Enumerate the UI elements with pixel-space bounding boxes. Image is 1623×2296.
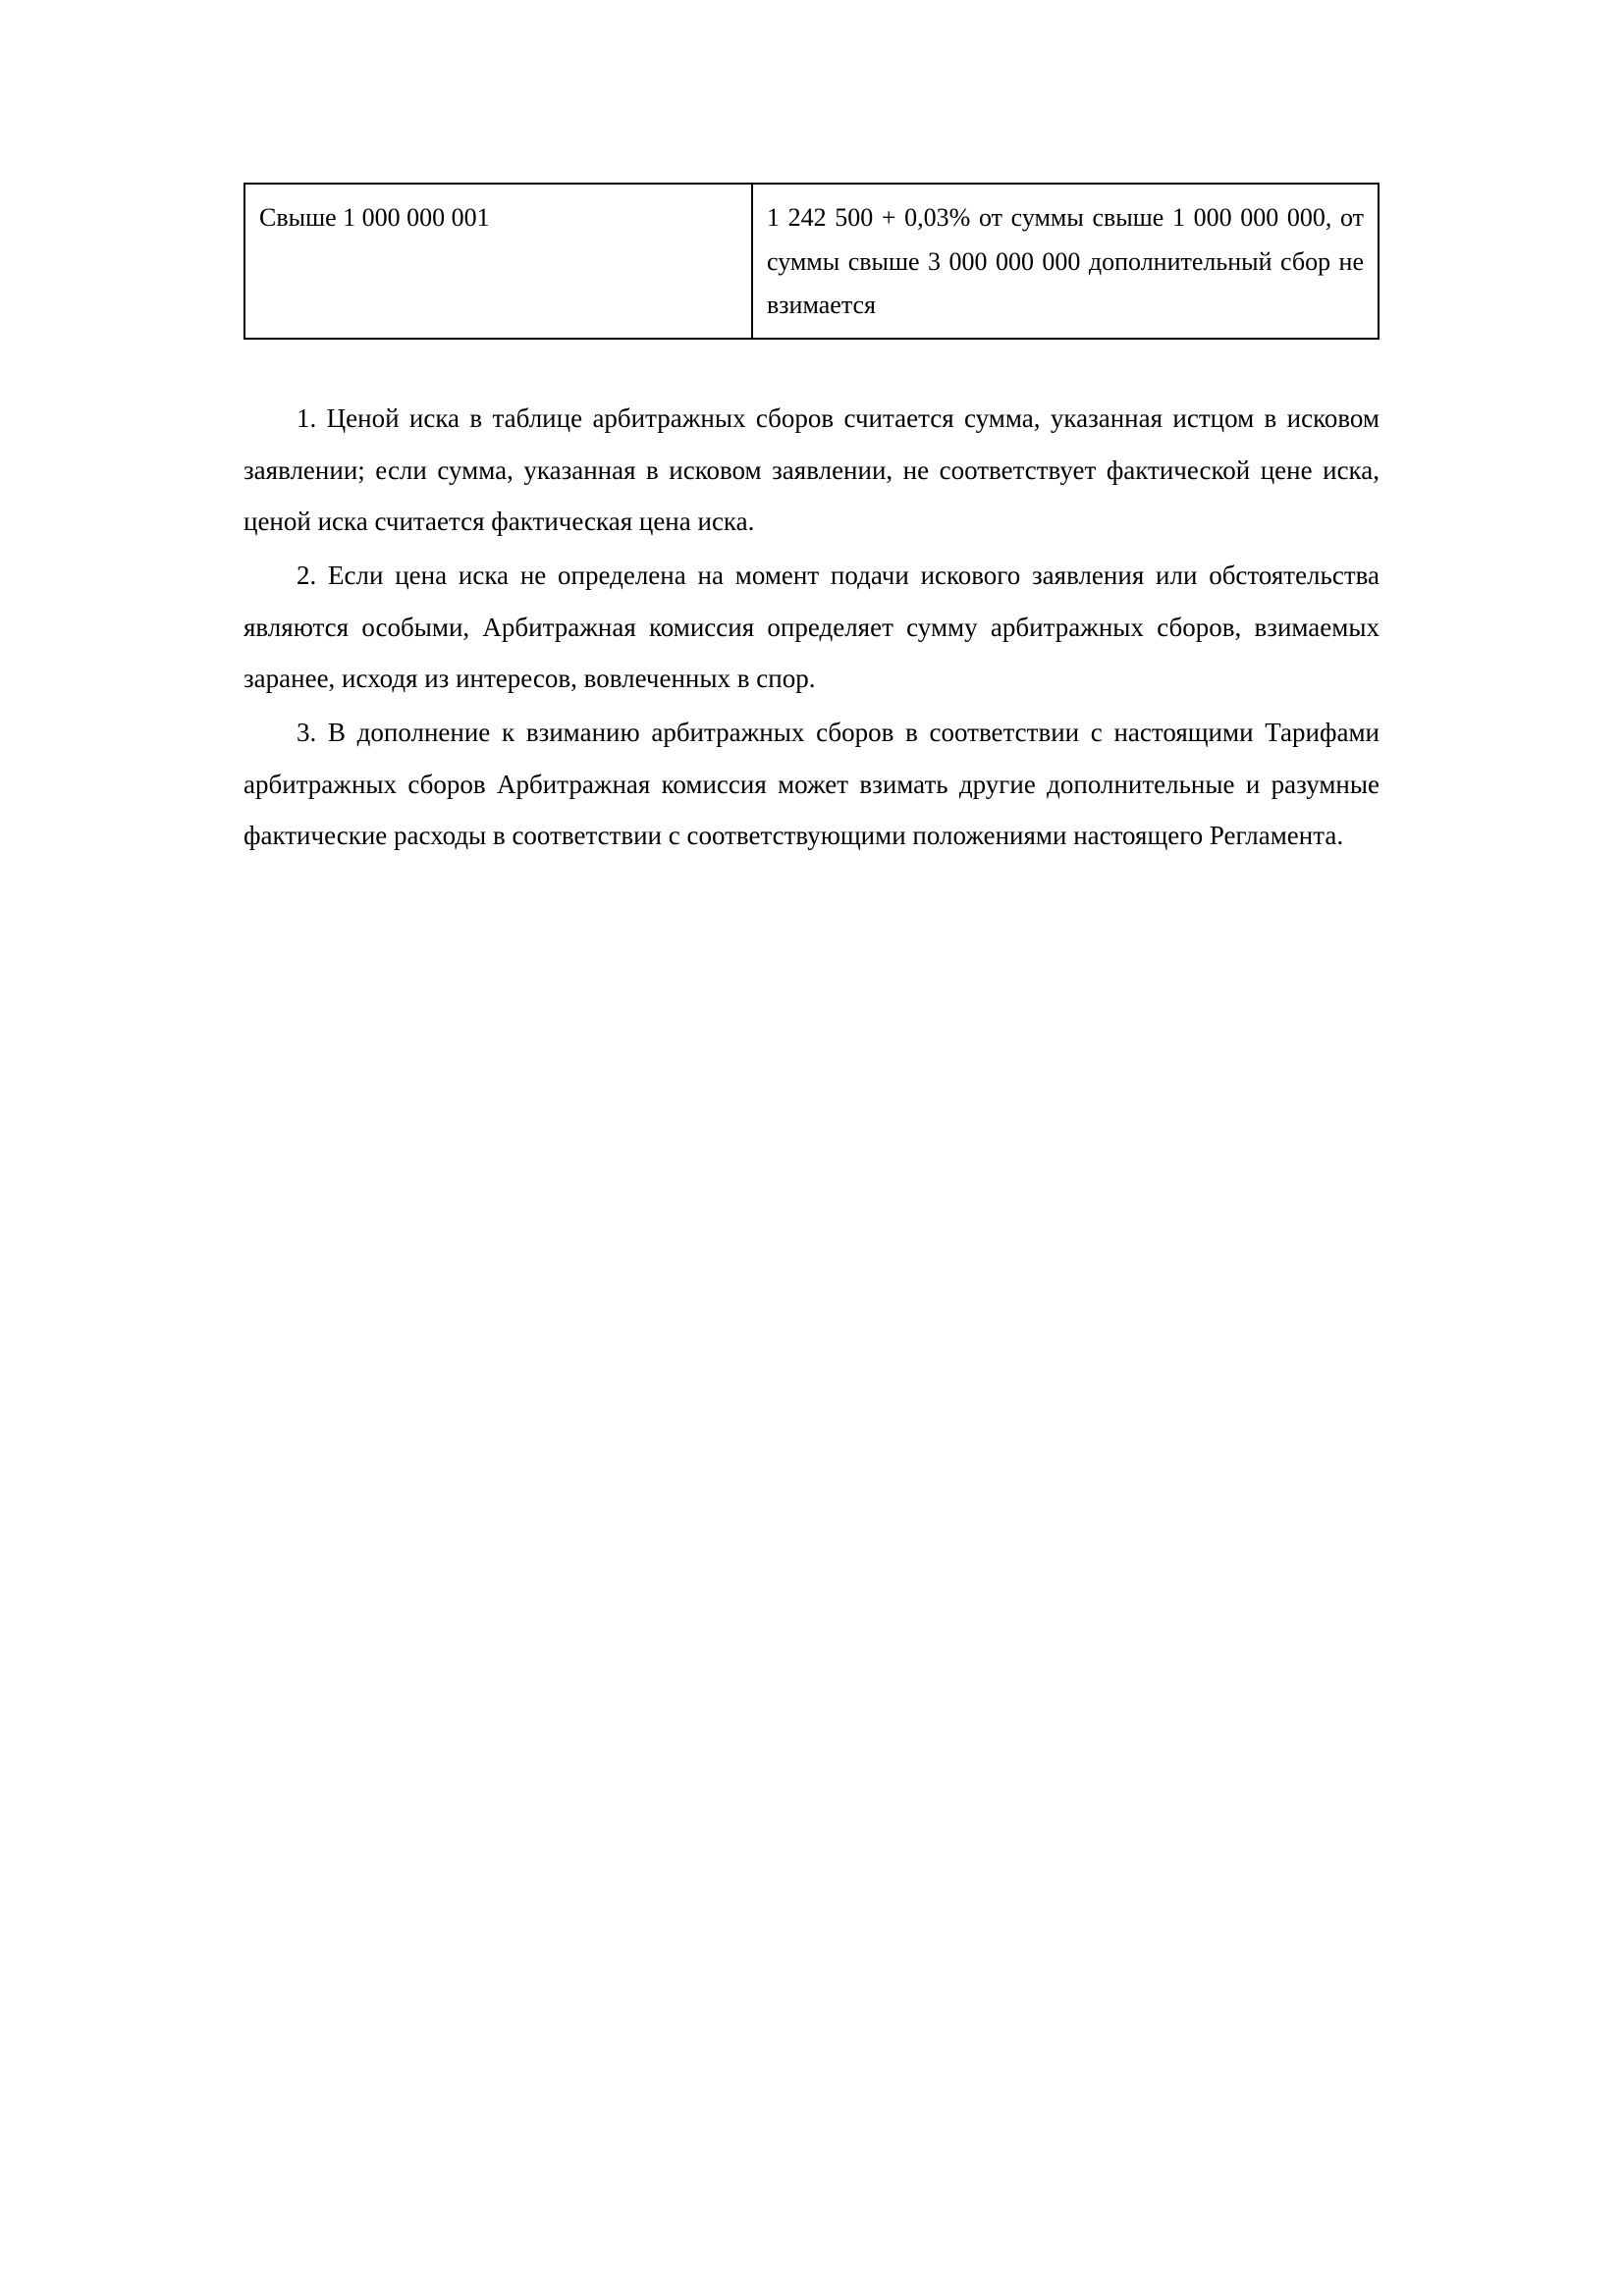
arbitration-fees-table — [243, 183, 1380, 340]
table-row — [244, 184, 1379, 339]
fee-formula-text: 1 242 500 + 0,03% от суммы свыше 1 000 000 000, от суммы свыше 3 000 000 000 дополнительный сбор не — [767, 203, 1364, 276]
clause-1: 1. Ценой иска в таблице арбитражных сборов считается сумма, указанная истцом в исковом заявлении; если сумма, указанная в исковом заявлении, не соответствует фактической цене иска, ценой иска считается фактическая цена иска. — [243, 403, 1380, 537]
fee-formula-text-continued: взимается — [767, 291, 876, 320]
page-content — [243, 183, 1380, 864]
fees-table-body — [244, 184, 1379, 339]
fee-formula-cell — [752, 184, 1379, 339]
clause-2: 2. Если цена иска не определена на момент подачи искового заявления или обстоятельства являются особыми, Арбитражная комиссия определяет сумму арбитражных сборов, взимаемых заранее, исходя из интересов, вовлеченных в спор. — [243, 561, 1380, 694]
claim-amount-range-cell: Свыше 1 000 000 001 — [244, 184, 752, 339]
clause-3: 3. В дополнение к взиманию арбитражных сборов в соответствии с настоящими Тарифами арбитражных сборов Арбитражная комиссия может взимать другие дополнительные и разумные фактические расходы в соответствии с соответствующими положениями настоящего Регламента. — [243, 718, 1380, 851]
clauses-section — [243, 393, 1380, 862]
